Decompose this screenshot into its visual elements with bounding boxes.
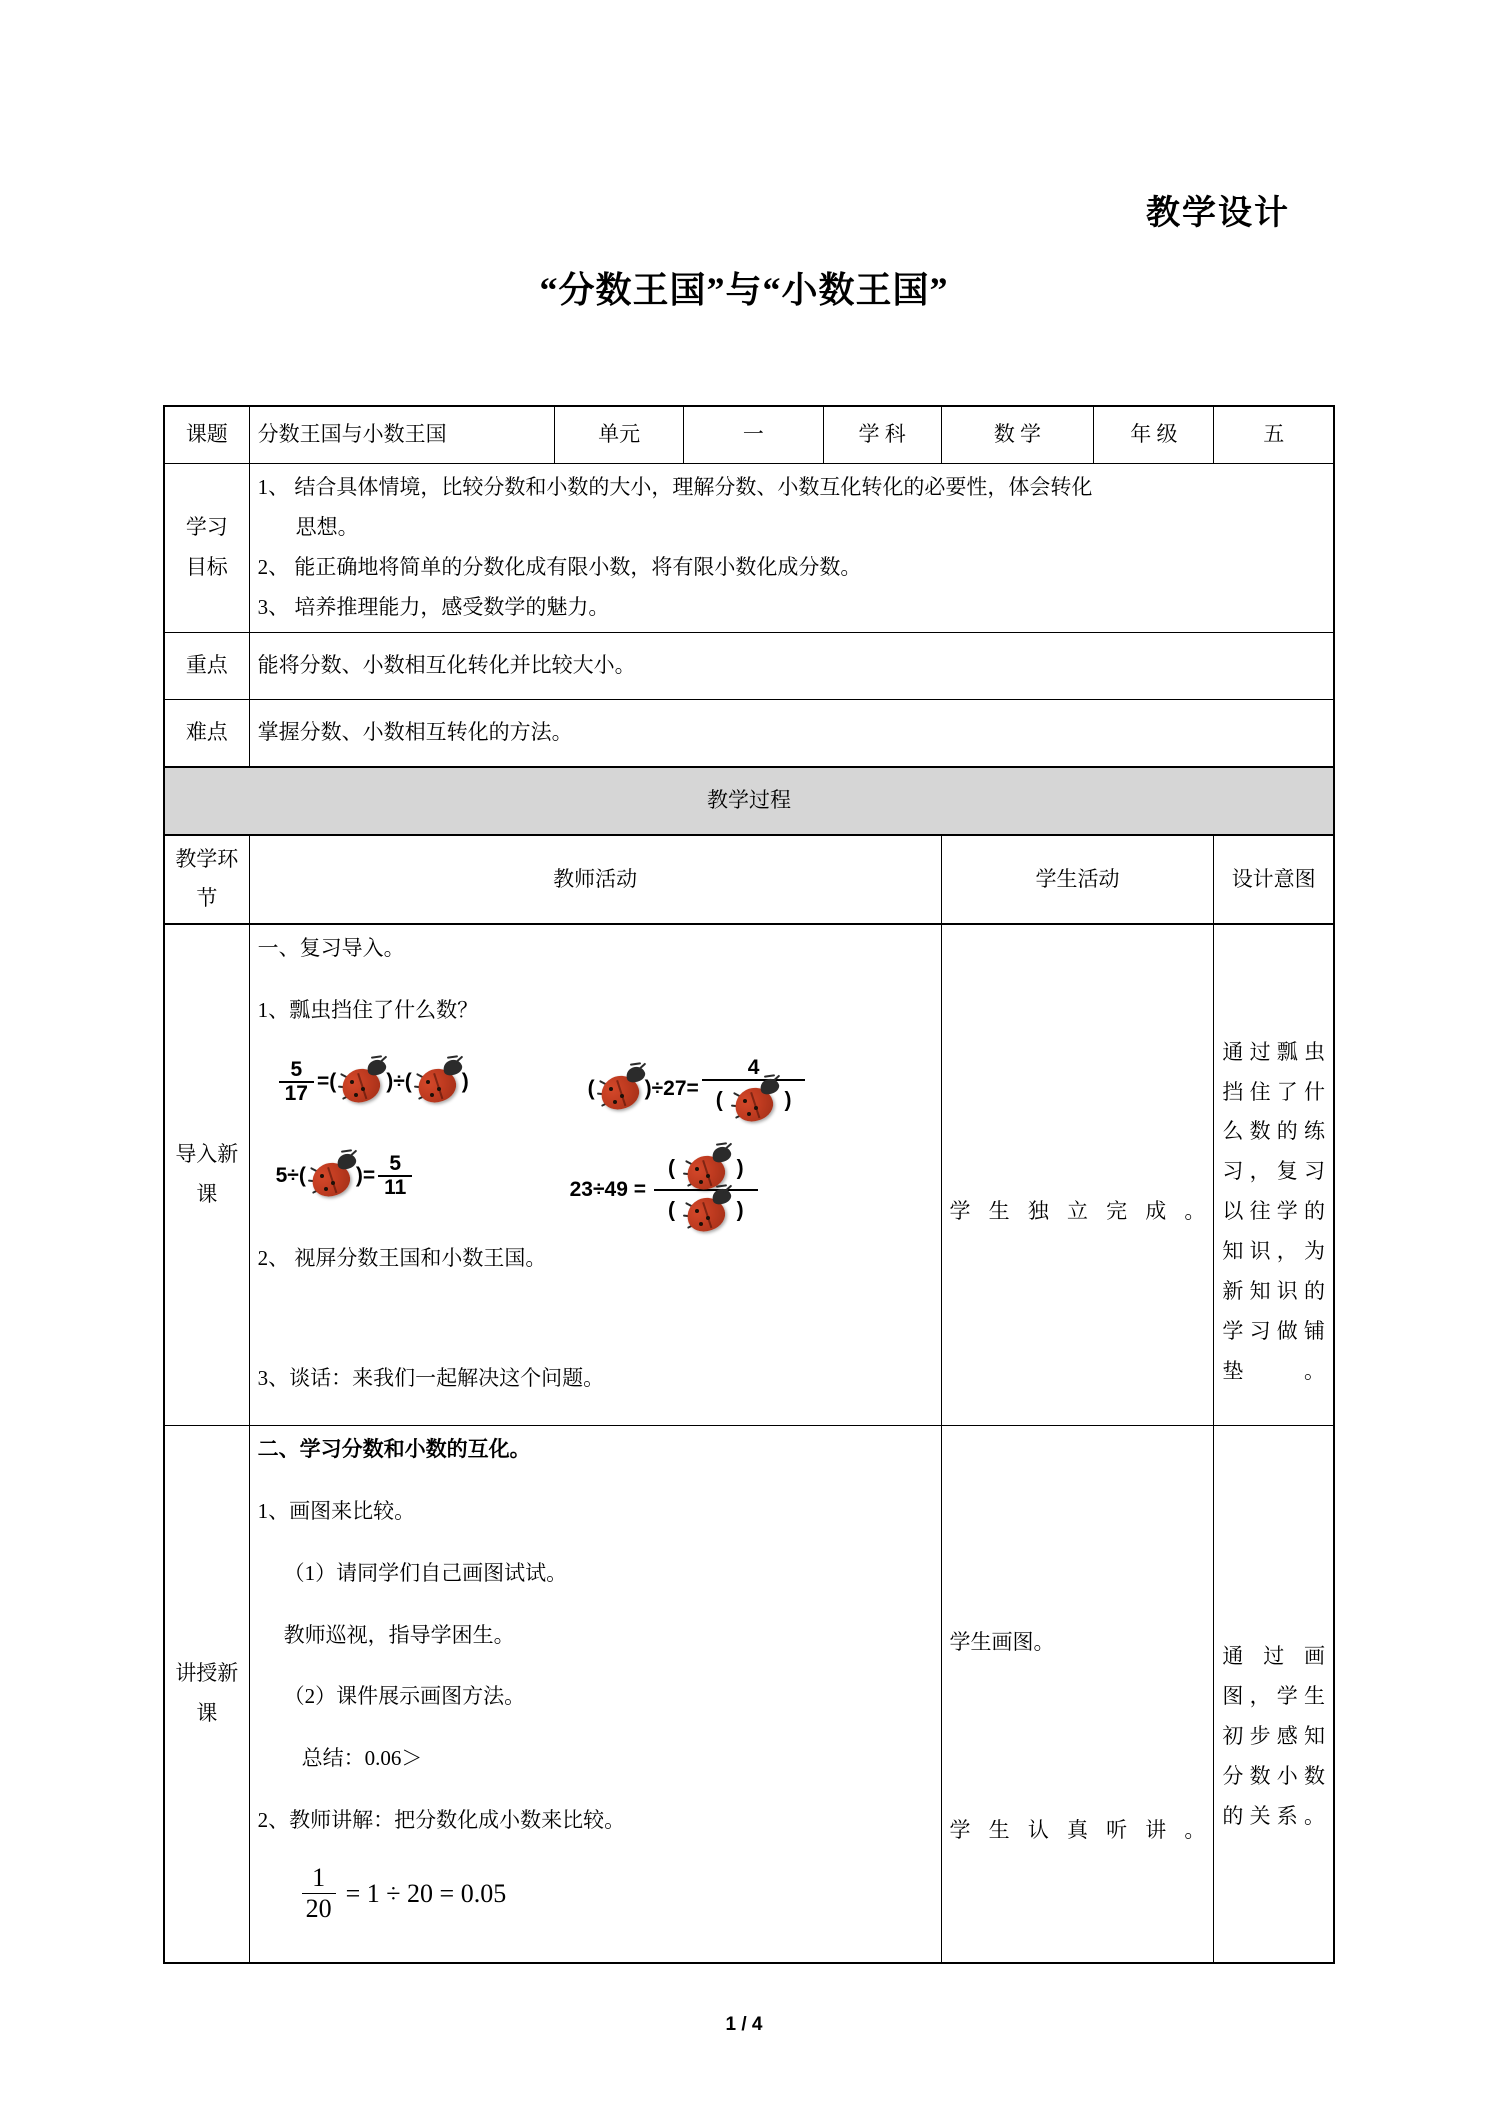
lesson-plan-table bbox=[163, 405, 1335, 1964]
process-banner: 教学过程 bbox=[164, 767, 1334, 835]
objective-item-1: 1、 结合具体情境，比较分数和小数的大小，理解分数、小数互化转化的必要性，体会转化 bbox=[257, 475, 1093, 499]
cell-teacher-new-lesson bbox=[249, 1425, 941, 1963]
cell-stage-new-lesson: 讲授新课 bbox=[164, 1425, 249, 1963]
cell-objectives-label bbox=[164, 464, 249, 633]
cell-student-lead-in bbox=[941, 924, 1214, 1425]
equation-4-num-rparen: ) bbox=[736, 1156, 744, 1180]
teacher-line-draw-2: （2）课件展示画图方法。 bbox=[283, 1684, 526, 1709]
table-row-lead-in bbox=[164, 924, 1334, 1425]
teacher-line-explain: 2、教师讲解：把分数化成小数来比较。 bbox=[257, 1808, 626, 1833]
ladybug-icon bbox=[308, 1156, 354, 1196]
objective-item-1-cont: 思想。 bbox=[295, 514, 359, 539]
equation-1-denominator: 17 bbox=[279, 1081, 314, 1105]
table-row-key-point bbox=[164, 632, 1334, 699]
cell-subject-label: 课题 bbox=[164, 406, 249, 464]
fraction-5-over-17 bbox=[279, 1059, 314, 1105]
table-row-process-banner bbox=[164, 767, 1334, 835]
cell-intent-new-lesson bbox=[1214, 1425, 1334, 1963]
teacher-line-question: 1、瓢虫挡住了什么数？ bbox=[257, 998, 479, 1023]
formula-numerator: 1 bbox=[312, 1863, 326, 1893]
spacer bbox=[1222, 959, 1325, 1033]
ladybug-exercise-figure bbox=[258, 1053, 933, 1229]
equation-4-numerator bbox=[654, 1149, 758, 1189]
cell-intent-lead-in bbox=[1214, 924, 1334, 1425]
equation-1 bbox=[276, 1059, 469, 1105]
cell-grade-label: 年 级 bbox=[1094, 406, 1214, 464]
spacer bbox=[258, 1301, 933, 1359]
table-row-objectives bbox=[164, 464, 1334, 633]
formula-rest: = 1 ÷ 20 = 0.05 bbox=[345, 1878, 507, 1908]
cell-difficulty-label: 难点 bbox=[164, 699, 249, 767]
equation-3-rparen-op: )= bbox=[355, 1164, 376, 1188]
spacer bbox=[258, 1924, 933, 1958]
formula-fraction bbox=[302, 1863, 336, 1924]
equation-4 bbox=[570, 1149, 761, 1231]
design-intent-text-2: 通过画图，学生初步感知分数小数的关系。 bbox=[1222, 1644, 1325, 1828]
cell-grade-value: 五 bbox=[1214, 406, 1334, 464]
table-row-difficulty bbox=[164, 699, 1334, 767]
column-header-teacher: 教师活动 bbox=[249, 835, 941, 925]
cell-discipline-label: 学 科 bbox=[823, 406, 941, 464]
ladybug-icon bbox=[338, 1062, 384, 1102]
spacer bbox=[950, 1537, 1206, 1623]
equation-3-lead: 5÷( bbox=[275, 1164, 306, 1188]
cell-objectives-value bbox=[249, 464, 1334, 633]
student-activity-listen: 学生认真听讲。 bbox=[949, 1817, 1206, 1842]
objectives-label-line1: 学习 bbox=[185, 514, 228, 539]
formula-1-over-20 bbox=[258, 1863, 933, 1924]
equation-1-op2: )÷( bbox=[386, 1070, 412, 1094]
ladybug-icon bbox=[597, 1069, 643, 1109]
ladybug-icon bbox=[731, 1081, 777, 1121]
cell-stage-lead-in: 导入新课 bbox=[164, 924, 249, 1425]
equation-2 bbox=[588, 1057, 809, 1121]
objectives-label-line2: 目标 bbox=[185, 554, 228, 579]
fraction-4-over-bug bbox=[702, 1057, 806, 1121]
spacer bbox=[950, 1118, 1206, 1192]
equation-2-lparen: ( bbox=[587, 1077, 595, 1101]
spacer bbox=[950, 1663, 1206, 1811]
equation-2-numerator: 4 bbox=[747, 1056, 760, 1080]
fraction-5-over-11 bbox=[378, 1153, 412, 1199]
column-header-student: 学生活动 bbox=[941, 835, 1214, 925]
teacher-line-talk: 3、谈话：来我们一起解决这个问题。 bbox=[257, 1366, 605, 1391]
ladybug-icon bbox=[414, 1062, 460, 1102]
page-number: 1 / 4 bbox=[725, 2014, 763, 2035]
spacer bbox=[1222, 1551, 1325, 1637]
equation-4-denominator bbox=[654, 1189, 758, 1231]
equation-3-numerator: 5 bbox=[389, 1152, 402, 1176]
equation-3 bbox=[276, 1153, 416, 1199]
equation-2-denominator bbox=[702, 1079, 806, 1121]
cell-key-point-value: 能将分数、小数相互化转化并比较大小。 bbox=[249, 632, 1334, 699]
teacher-line-heading2: 二、学习分数和小数的互化。 bbox=[257, 1436, 531, 1461]
teacher-line-intro: 一、复习导入。 bbox=[257, 936, 405, 961]
cell-teacher-lead-in bbox=[249, 924, 941, 1425]
cell-student-new-lesson bbox=[941, 1425, 1214, 1963]
document-type-heading: 教学设计 bbox=[1146, 195, 1290, 232]
equation-4-den-lparen: ( bbox=[667, 1198, 675, 1222]
ladybug-icon bbox=[683, 1149, 729, 1189]
cell-difficulty-value: 掌握分数、小数相互转化的方法。 bbox=[249, 699, 1334, 767]
column-header-stage: 教学环节 bbox=[164, 835, 249, 925]
table-row-info bbox=[164, 406, 1334, 464]
equation-1-op1: =( bbox=[316, 1070, 337, 1094]
equation-2-den-lparen: ( bbox=[715, 1088, 723, 1112]
ladybug-icon bbox=[683, 1191, 729, 1231]
teacher-line-draw: 1、画图来比较。 bbox=[257, 1498, 416, 1523]
equation-2-den-rparen: ) bbox=[784, 1088, 792, 1112]
teacher-line-summary: 总结：0.06＞ bbox=[301, 1746, 423, 1771]
teacher-line-patrol: 教师巡视，指导学困生。 bbox=[283, 1622, 515, 1647]
equation-1-op3: ) bbox=[461, 1070, 469, 1094]
teacher-line-draw-1: （1）请同学们自己画图试试。 bbox=[283, 1560, 568, 1585]
equation-3-denominator: 11 bbox=[378, 1175, 412, 1199]
column-header-intent: 设计意图 bbox=[1214, 835, 1334, 925]
objective-item-3: 3、 培养推理能力，感受数学的魅力。 bbox=[257, 594, 610, 619]
objective-item-2: 2、 能正确地将简单的分数化成有限小数，将有限小数化成分数。 bbox=[257, 554, 862, 579]
cell-unit-label: 单元 bbox=[555, 406, 684, 464]
cell-unit-value: 一 bbox=[684, 406, 824, 464]
equation-4-lead: 23÷49 = bbox=[569, 1178, 646, 1202]
cell-key-point-label: 重点 bbox=[164, 632, 249, 699]
design-intent-text: 通过瓢虫挡住了什么数的练习，复习以往学的知识，为新知识的学习做铺垫。 bbox=[1222, 1039, 1325, 1383]
table-row-column-headers bbox=[164, 835, 1334, 925]
teacher-line-video: 2、 视屏分数王国和小数王国。 bbox=[257, 1246, 547, 1271]
table-row-new-lesson bbox=[164, 1425, 1334, 1963]
page-title: “分数王国”与“小数王国” bbox=[539, 270, 949, 310]
equation-1-numerator: 5 bbox=[290, 1058, 303, 1082]
student-activity-text: 学生独立完成。 bbox=[949, 1199, 1206, 1224]
cell-discipline-value: 数 学 bbox=[941, 406, 1094, 464]
cell-subject-value: 分数王国与小数王国 bbox=[249, 406, 555, 464]
equation-2-rparen-op: )÷27= bbox=[644, 1077, 699, 1101]
equation-4-num-lparen: ( bbox=[667, 1156, 675, 1180]
student-activity-draw: 学生画图。 bbox=[949, 1630, 1055, 1655]
formula-denominator: 20 bbox=[302, 1893, 336, 1924]
fraction-bug-over-bug bbox=[654, 1149, 758, 1231]
equation-4-den-rparen: ) bbox=[736, 1198, 744, 1222]
